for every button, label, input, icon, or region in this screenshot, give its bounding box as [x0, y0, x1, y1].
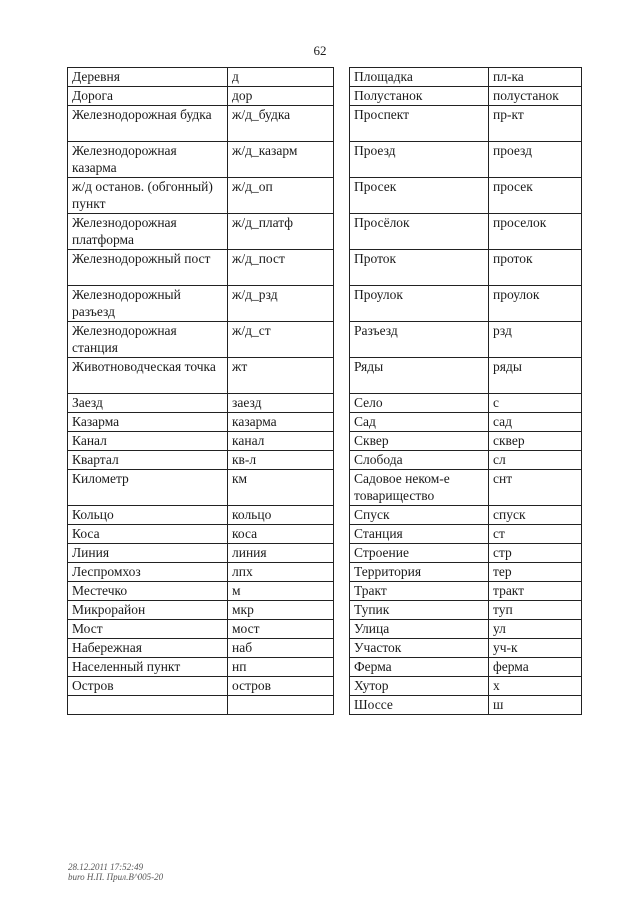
term-cell: ж/д останов. (обгонный) пункт [68, 178, 228, 214]
table-row [68, 639, 334, 658]
abbreviation-cell: спуск [489, 506, 582, 525]
term-cell: Полустанок [350, 87, 489, 106]
abbreviation-cell: заезд [228, 394, 334, 413]
abbreviation-cell: ж/д_платф [228, 214, 334, 250]
table-row [350, 106, 582, 142]
table-row [350, 250, 582, 286]
abbreviation-cell: наб [228, 639, 334, 658]
table-row [350, 87, 582, 106]
table-row [68, 544, 334, 563]
term-cell: Железнодорожная будка [68, 106, 228, 142]
abbreviation-cell: с [489, 394, 582, 413]
table-row [68, 696, 334, 715]
term-cell: Тракт [350, 582, 489, 601]
abbreviation-cell: ш [489, 696, 582, 715]
term-cell: Хутор [350, 677, 489, 696]
term-cell: Сад [350, 413, 489, 432]
table-row [350, 432, 582, 451]
term-cell: Железнодорожная платформа [68, 214, 228, 250]
term-cell: Железнодорожный пост [68, 250, 228, 286]
table-row [68, 432, 334, 451]
term-cell: Площадка [350, 68, 489, 87]
abbreviation-cell: проселок [489, 214, 582, 250]
table-row [68, 286, 334, 322]
abbreviation-cell: ул [489, 620, 582, 639]
abbreviation-cell: мост [228, 620, 334, 639]
abbreviation-cell: ж/д_казарм [228, 142, 334, 178]
abbreviation-cell: туп [489, 601, 582, 620]
table-row [350, 286, 582, 322]
abbreviation-cell: мкр [228, 601, 334, 620]
abbreviation-cell: ж/д_будка [228, 106, 334, 142]
term-cell: Деревня [68, 68, 228, 87]
table-row [350, 142, 582, 178]
table-row [350, 544, 582, 563]
table-row [68, 214, 334, 250]
table-row [350, 451, 582, 470]
abbreviation-cell: ж/д_оп [228, 178, 334, 214]
term-cell: Населенный пункт [68, 658, 228, 677]
table-row [350, 582, 582, 601]
abbreviation-cell: сквер [489, 432, 582, 451]
table-row [68, 87, 334, 106]
table-row [68, 394, 334, 413]
abbreviation-cell: остров [228, 677, 334, 696]
term-cell: Набережная [68, 639, 228, 658]
term-cell: Казарма [68, 413, 228, 432]
term-cell: Километр [68, 470, 228, 506]
term-cell: Просек [350, 178, 489, 214]
term-cell: Животноводческая точка [68, 358, 228, 394]
table-row [350, 658, 582, 677]
abbreviation-cell: жт [228, 358, 334, 394]
abbreviation-cell: тер [489, 563, 582, 582]
term-cell: Проезд [350, 142, 489, 178]
term-cell: Ряды [350, 358, 489, 394]
table-row [68, 142, 334, 178]
table-row [68, 525, 334, 544]
abbreviation-cell: стр [489, 544, 582, 563]
abbreviation-cell: лпх [228, 563, 334, 582]
term-cell: Проспект [350, 106, 489, 142]
term-cell: Территория [350, 563, 489, 582]
abbreviation-cell: пр-кт [489, 106, 582, 142]
abbreviation-cell: х [489, 677, 582, 696]
abbreviation-cell [228, 696, 334, 715]
table-row [350, 506, 582, 525]
abbreviation-cell: сл [489, 451, 582, 470]
table-row [350, 563, 582, 582]
abbreviation-cell: ряды [489, 358, 582, 394]
abbreviation-cell: км [228, 470, 334, 506]
table-row [350, 413, 582, 432]
table-row [68, 178, 334, 214]
term-cell: Ферма [350, 658, 489, 677]
table-row [350, 620, 582, 639]
abbreviation-cell: уч-к [489, 639, 582, 658]
term-cell: Шоссе [350, 696, 489, 715]
abbreviation-cell: проулок [489, 286, 582, 322]
document-stamp [68, 862, 163, 882]
abbreviation-cell: дор [228, 87, 334, 106]
table-row [68, 620, 334, 639]
abbreviation-cell: проезд [489, 142, 582, 178]
stamp-timestamp: 28.12.2011 17:52:49 [68, 862, 144, 872]
term-cell: Коса [68, 525, 228, 544]
abbreviation-cell: кольцо [228, 506, 334, 525]
table-row [68, 322, 334, 358]
term-cell: Садовое неком-е товарищество [350, 470, 489, 506]
term-cell: Канал [68, 432, 228, 451]
table-row [350, 214, 582, 250]
term-cell: Квартал [68, 451, 228, 470]
abbreviation-cell: полустанок [489, 87, 582, 106]
abbreviation-cell: д [228, 68, 334, 87]
term-cell: Участок [350, 639, 489, 658]
abbreviation-cell: ж/д_пост [228, 250, 334, 286]
term-cell: Станция [350, 525, 489, 544]
abbreviation-cell: ст [489, 525, 582, 544]
term-cell: Дорога [68, 87, 228, 106]
table-row [68, 68, 334, 87]
term-cell: Кольцо [68, 506, 228, 525]
table-row [350, 394, 582, 413]
table-row [68, 563, 334, 582]
abbreviation-cell: казарма [228, 413, 334, 432]
abbreviation-table-right [349, 67, 582, 715]
table-row [68, 106, 334, 142]
term-cell: Спуск [350, 506, 489, 525]
abbreviation-cell: просек [489, 178, 582, 214]
table-row [68, 658, 334, 677]
table-row [350, 358, 582, 394]
table-row [350, 677, 582, 696]
term-cell: Село [350, 394, 489, 413]
term-cell: Мост [68, 620, 228, 639]
table-row [350, 322, 582, 358]
term-cell: Улица [350, 620, 489, 639]
table-row [350, 470, 582, 506]
abbreviation-table-left [67, 67, 334, 715]
term-cell: Просёлок [350, 214, 489, 250]
term-cell: Местечко [68, 582, 228, 601]
term-cell: Проулок [350, 286, 489, 322]
term-cell: Железнодорожная казарма [68, 142, 228, 178]
table-row [350, 696, 582, 715]
abbreviation-cell: кв-л [228, 451, 334, 470]
abbreviation-cell: тракт [489, 582, 582, 601]
table-row [68, 582, 334, 601]
abbreviation-cell: коса [228, 525, 334, 544]
term-cell: Железнодорожная станция [68, 322, 228, 358]
term-cell: Слобода [350, 451, 489, 470]
term-cell: Тупик [350, 601, 489, 620]
table-row [68, 470, 334, 506]
table-row [350, 601, 582, 620]
table-row [68, 250, 334, 286]
abbreviation-cell: канал [228, 432, 334, 451]
term-cell: Проток [350, 250, 489, 286]
table-row [68, 358, 334, 394]
table-row [68, 601, 334, 620]
table-row [350, 525, 582, 544]
abbreviation-cell: сад [489, 413, 582, 432]
term-cell [68, 696, 228, 715]
term-cell: Заезд [68, 394, 228, 413]
term-cell: Железнодорожный разъезд [68, 286, 228, 322]
table-row [350, 639, 582, 658]
table-row [68, 506, 334, 525]
abbreviation-cell: нп [228, 658, 334, 677]
table-row [68, 451, 334, 470]
abbreviation-cell: ферма [489, 658, 582, 677]
stamp-reference: buro Н.П. Прил.В^005-20 [68, 872, 164, 882]
term-cell: Линия [68, 544, 228, 563]
abbreviation-cell: рзд [489, 322, 582, 358]
term-cell: Разъезд [350, 322, 489, 358]
term-cell: Строение [350, 544, 489, 563]
term-cell: Остров [68, 677, 228, 696]
table-row [68, 413, 334, 432]
table-row [350, 68, 582, 87]
abbreviation-cell: м [228, 582, 334, 601]
abbreviation-cell: ж/д_ст [228, 322, 334, 358]
term-cell: Леспромхоз [68, 563, 228, 582]
term-cell: Микрорайон [68, 601, 228, 620]
abbreviation-cell: линия [228, 544, 334, 563]
table-row [350, 178, 582, 214]
page-number: 62 [313, 43, 327, 58]
abbreviation-cell: пл-ка [489, 68, 582, 87]
abbreviation-cell: ж/д_рзд [228, 286, 334, 322]
table-row [68, 677, 334, 696]
abbreviation-cell: проток [489, 250, 582, 286]
term-cell: Сквер [350, 432, 489, 451]
abbreviation-cell: снт [489, 470, 582, 506]
